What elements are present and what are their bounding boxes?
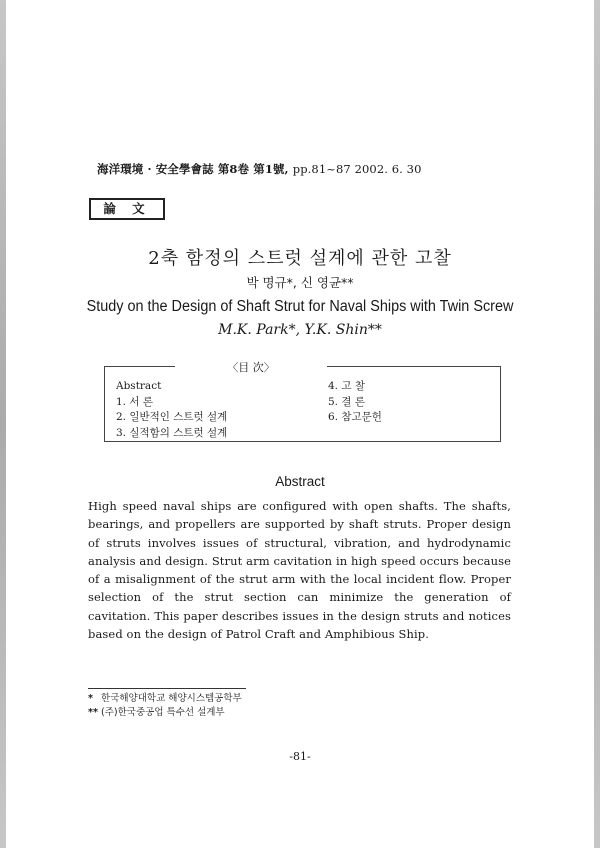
footnote: [88, 706, 242, 720]
toc-label: 〈目 次〉: [175, 359, 327, 375]
footnote-text: 한국해양대학교 해양시스템공학부: [101, 693, 242, 704]
section-label: 論 文: [89, 198, 165, 220]
toc-item: 1. 서 론: [116, 395, 153, 408]
toc-item: 4. 고 찰: [328, 380, 365, 392]
toc-right-column: [328, 379, 382, 426]
abstract-body: High speed naval ships are configured with open shafts. The shafts, bearings, and propellers are supported by shaft struts. Proper design of struts involves issues of structural, vibration, and hydrodynamic analysis and design. Strut arm cavitation in high speed occurs because of a misalignment of the strut arm with the local incident flow. Proper selection of the strut section can minimize the generation of cavitation. This paper describes issues in the design struts and notices based on the design of Patrol Craft and Amphibious Ship.: [88, 499, 511, 642]
toc-item: 6. 참고문헌: [328, 411, 382, 423]
toc-left-column: [116, 379, 227, 441]
title-korean: 2축 함정의 스트럿 설계에 관한 고찰: [148, 248, 452, 269]
abstract-heading: Abstract: [275, 474, 325, 489]
journal-pages-date: pp.81~87 2002. 6. 30: [292, 162, 422, 176]
title-english: Study on the Design of Shaft Strut for Naval Ships with Twin Screw: [86, 298, 514, 315]
toc-item: 5. 결 론: [328, 395, 365, 408]
page-number: -81-: [289, 750, 311, 763]
toc-item: 3. 실적함의 스트럿 설계: [116, 426, 228, 439]
authors-english: M.K. Park*, Y.K. Shin**: [218, 322, 382, 338]
authors-korean: 박 명규*, 신 영균**: [246, 275, 354, 290]
footnotes: [88, 692, 242, 719]
scan-edge-left: [0, 0, 6, 848]
journal-name: 海洋環境 · 安全學會誌 第8卷 第1號,: [97, 162, 293, 176]
footnote-text: (주)한국중공업 특수선 설계부: [101, 706, 225, 718]
footnote-mark: **: [88, 706, 98, 718]
footnote-mark: *: [88, 693, 93, 704]
footnote-divider: [88, 688, 246, 689]
footnote: [88, 692, 242, 706]
toc-item: Abstract: [116, 380, 162, 392]
toc-item: 2. 일반적인 스트럿 설계: [116, 411, 228, 423]
scan-edge-right: [594, 0, 600, 848]
journal-header: [97, 161, 422, 177]
